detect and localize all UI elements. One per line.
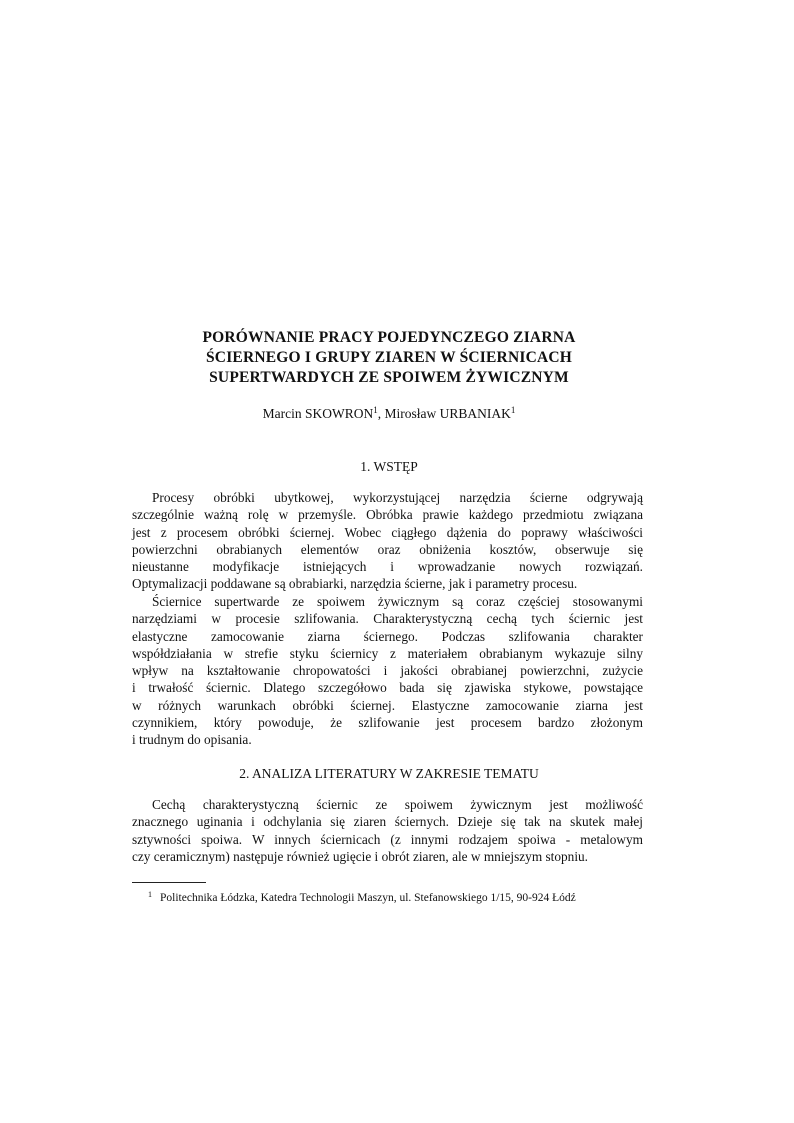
text-line: współdziałania w strefie styku ściernicy z materiałem obrabianym wykazuje silny — [132, 645, 643, 661]
text-line: Optymalizacji poddawane są obrabiarki, narzędzia ścierne, jak i parametry procesu. — [132, 576, 578, 592]
paragraph — [132, 489, 643, 593]
text-line: w różnych warunkach obróbki ściernej. Elastyczne zamocowanie ziarna jest — [132, 697, 643, 713]
paragraph — [132, 796, 643, 865]
section-heading: 1. WSTĘP — [360, 459, 418, 474]
title-line: ŚCIERNEGO I GRUPY ZIAREN W ŚCIERNICACH — [205, 349, 573, 366]
affiliation-mark: 1 — [373, 405, 378, 415]
title-line: PORÓWNANIE PRACY POJEDYNCZEGO ZIARNA — [202, 329, 576, 346]
text-line: Cechą charakterystyczną ściernic ze spoiwem żywicznym jest możliwość — [152, 797, 643, 812]
footnote-separator — [132, 882, 206, 883]
text-line: elastyczne zamocowanie ziarna ściernego. Podczas szlifowania charakter — [132, 628, 643, 644]
text-line: i trwałość ściernic. Dlatego szczegółowo bada się zjawiska stykowe, powstające — [132, 680, 643, 696]
text-line: nieustanne modyfikacje istniejących i wprowadzanie nowych rozwiązań. — [132, 559, 643, 575]
text-line: czy ceramicznym) następuje również ugięcie i obrót ziaren, ale w mniejszym stopniu. — [132, 848, 588, 864]
text-line: Procesy obróbki ubytkowej, wykorzystującej narzędzia ścierne odgrywają — [152, 490, 643, 505]
footnote-text: Politechnika Łódzka, Katedra Technologii Maszyn, ul. Stefanowskiego 1/15, 90-924 Łódź — [160, 892, 576, 904]
text-line: wpływ na kształtowanie chropowatości i jakości obrabianej powierzchni, zużycie — [132, 663, 643, 679]
paragraph — [132, 593, 643, 749]
text-line: powierzchni obrabianych elementów oraz obniżenia kosztów, obserwuje się — [132, 541, 643, 557]
affiliation-mark: 1 — [510, 405, 516, 415]
text-line: Ściernice supertwarde ze spoiwem żywicznym są coraz częściej stosowanymi — [152, 594, 643, 609]
text-line: jest z procesem obróbki ściernej. Wobec ciągłego dążenia do poprawy właściwości — [132, 524, 643, 540]
section-heading: 2. ANALIZA LITERATURY W ZAKRESIE TEMATU — [239, 766, 539, 781]
paper-title — [132, 328, 646, 388]
text-line: narzędziami w procesie szlifowania. Charakterystyczną cechą tych ściernic jest — [132, 611, 643, 627]
footnote — [148, 891, 576, 906]
title-line: SUPERTWARDYCH ZE SPOIWEM ŻYWICZNYM — [209, 369, 569, 386]
text-line: znacznego uginania i odchylania się ziaren ściernych. Dzieje się tak na skutek małej — [132, 814, 643, 830]
text-line: sztywności spoiwa. W innych ściernicach (z innymi rodzajem spoiwa - metalowym — [132, 831, 643, 847]
author-list — [132, 405, 646, 423]
text-line: i trudnym do opisania. — [132, 732, 252, 748]
text-line: szczególnie ważną rolę w przemyśle. Obróbka prawie każdego przedmiotu związana — [132, 507, 643, 523]
author-separator: , — [377, 406, 385, 421]
footnote-mark: 1 — [148, 890, 152, 899]
text-line: czynnikiem, który powoduje, że szlifowanie jest procesem bardzo złożonym — [132, 715, 643, 731]
author-name: Marcin SKOWRON — [262, 406, 374, 421]
author-name: Mirosław URBANIAK — [384, 406, 511, 421]
